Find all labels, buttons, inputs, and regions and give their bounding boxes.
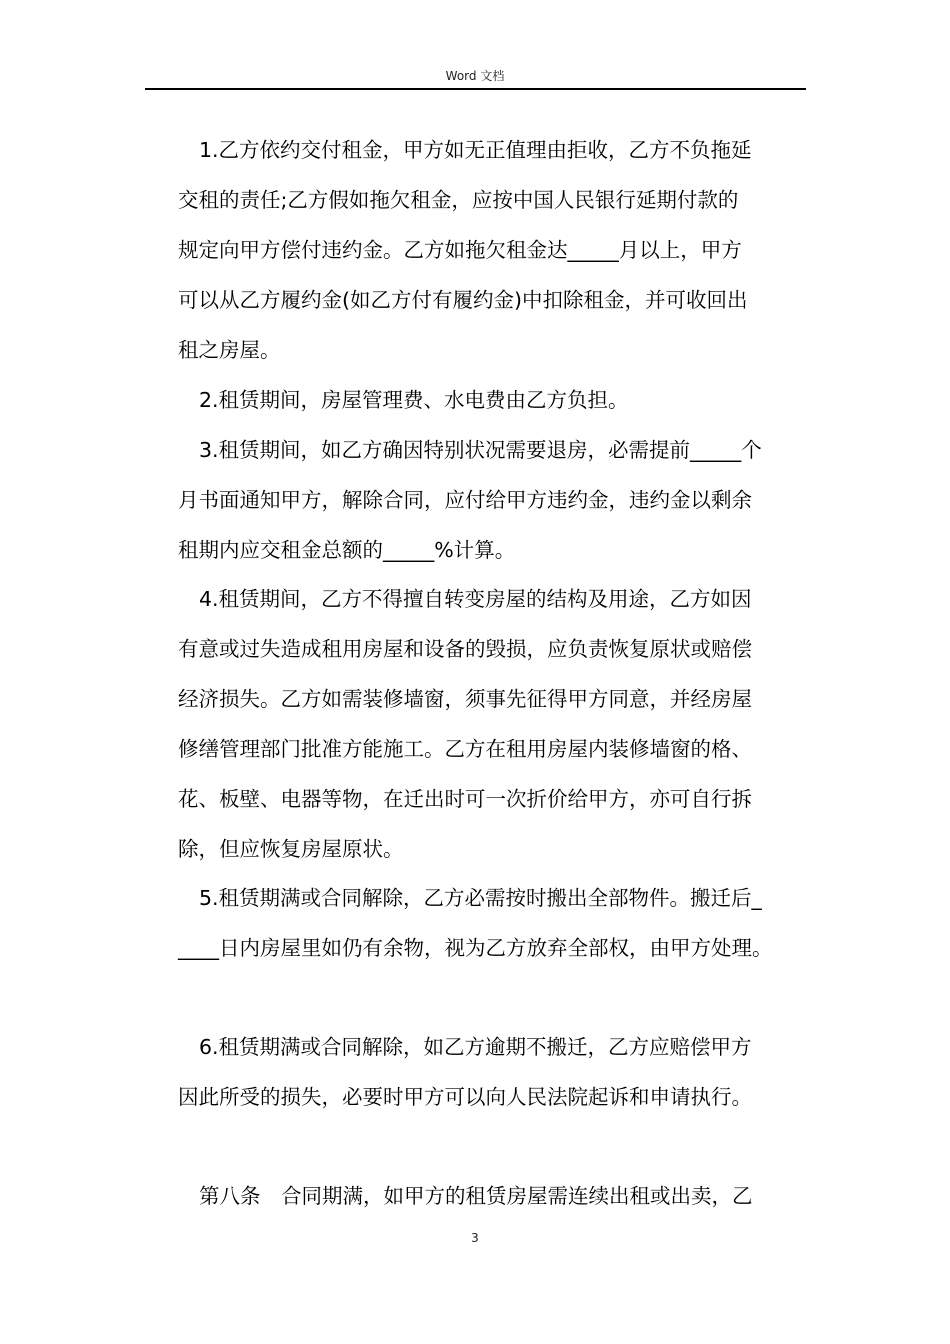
text-line: 除，但应恢复房屋原状。 — [178, 837, 404, 861]
text-line: 第八条 合同期满，如甲方的租赁房屋需连续出租或出卖，乙 — [199, 1184, 753, 1208]
text-line: 经济损失。乙方如需装修墙窗，须事先征得甲方同意，并经房屋 — [178, 687, 752, 711]
text-line: 3.租赁期间，如乙方确因特别状况需要退房，必需提前_____个 — [199, 438, 762, 462]
text-line: 因此所受的损失，必要时甲方可以向人民法院起诉和申请执行。 — [178, 1085, 752, 1109]
header-title: Word 文档 — [445, 69, 505, 83]
text-line: 交租的责任;乙方假如拖欠租金，应按中国人民银行延期付款的 — [178, 188, 739, 212]
page-number: 3 — [471, 1231, 479, 1245]
text-line: 4.租赁期间，乙方不得擅自转变房屋的结构及用途，乙方如因 — [199, 587, 752, 611]
text-line: 修缮管理部门批准方能施工。乙方在租用房屋内装修墙窗的格、 — [178, 737, 752, 761]
text-line: 花、板壁、电器等物，在迁出时可一次折价给甲方，亦可自行拆 — [178, 787, 752, 811]
text-line: 月书面通知甲方，解除合同，应付给甲方违约金，违约金以剩余 — [178, 488, 752, 512]
text-line: 规定向甲方偿付违约金。乙方如拖欠租金达_____月以上，甲方 — [178, 238, 742, 262]
text-line: 6.租赁期满或合同解除，如乙方逾期不搬迁，乙方应赔偿甲方 — [199, 1035, 752, 1059]
text-line: 租之房屋。 — [178, 338, 281, 362]
text-line: 5.租赁期满或合同解除，乙方必需按时搬出全部物件。搬迁后_ — [199, 886, 762, 910]
text-line: 2.租赁期间，房屋管理费、水电费由乙方负担。 — [199, 388, 629, 412]
text-line: 有意或过失造成租用房屋和设备的毁损，应负责恢复原状或赔偿 — [178, 637, 752, 661]
header-divider — [145, 88, 806, 90]
text-line: 租期内应交租金总额的_____%计算。 — [178, 538, 516, 562]
text-line: ____日内房屋里如仍有余物，视为乙方放弃全部权，由甲方处理。 — [178, 936, 773, 960]
text-line: 可以从乙方履约金(如乙方付有履约金)中扣除租金，并可收回出 — [178, 288, 748, 312]
text-line: 1.乙方依约交付租金，甲方如无正值理由拒收，乙方不负拖延 — [199, 138, 752, 162]
